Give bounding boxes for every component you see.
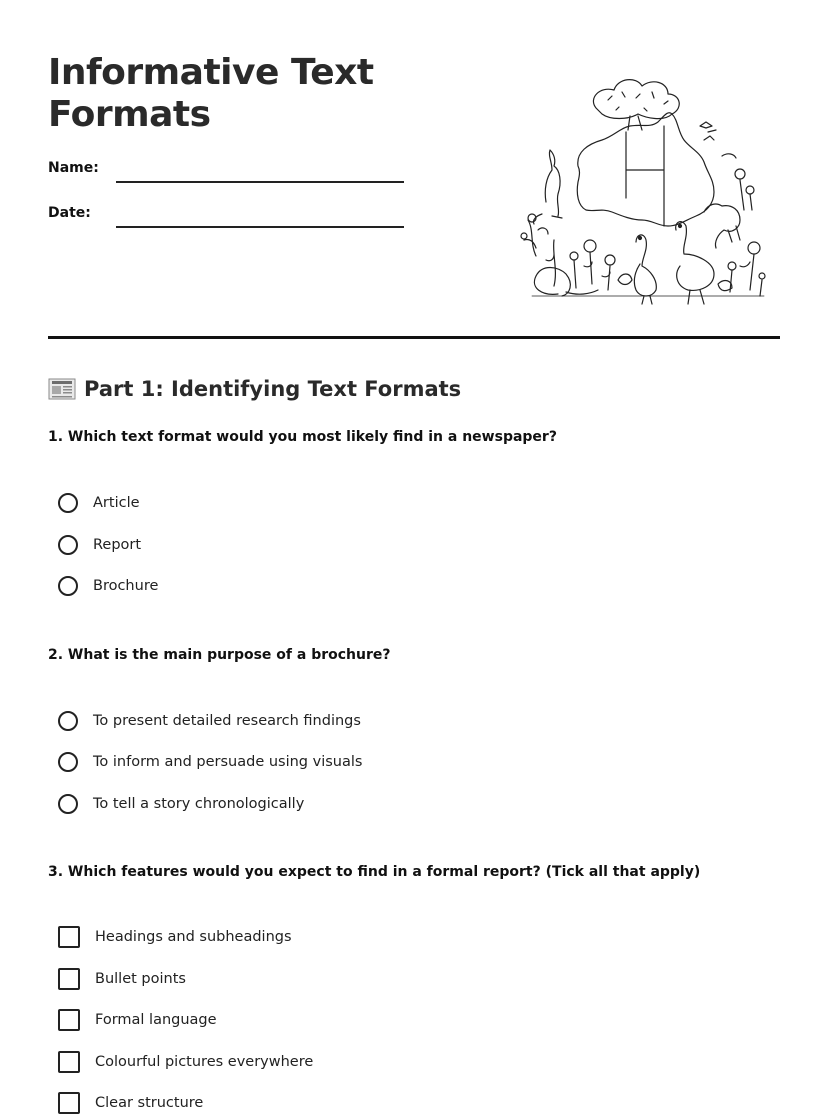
option-label: Bullet points <box>95 971 186 987</box>
name-field[interactable] <box>116 181 404 183</box>
date-field[interactable] <box>116 226 404 228</box>
option-label: Colourful pictures everywhere <box>95 1054 314 1070</box>
checkbox[interactable] <box>58 1051 80 1073</box>
option-label: Headings and subheadings <box>95 929 292 945</box>
part1-heading <box>48 373 461 405</box>
q1-option-report[interactable] <box>58 533 141 557</box>
name-label: Name: <box>48 160 99 176</box>
question-2: 2. What is the main purpose of a brochure? <box>48 647 391 663</box>
question-1: 1. Which text format would you most likely find in a newspaper? <box>48 429 557 445</box>
q2-option-story[interactable] <box>58 792 304 816</box>
checkbox[interactable] <box>58 968 80 990</box>
date-label: Date: <box>48 205 91 221</box>
option-label: Brochure <box>93 578 159 594</box>
question-3: 3. Which features would you expect to find in a formal report? (Tick all that apply) <box>48 864 701 880</box>
q1-option-article[interactable] <box>58 491 140 515</box>
radio-button[interactable] <box>58 535 78 555</box>
radio-button[interactable] <box>58 752 78 772</box>
radio-button[interactable] <box>58 576 78 596</box>
radio-button[interactable] <box>58 794 78 814</box>
checkbox[interactable] <box>58 1009 80 1031</box>
newspaper-icon <box>48 377 76 401</box>
q1-option-brochure[interactable] <box>58 574 158 598</box>
option-label: Clear structure <box>95 1095 204 1111</box>
q3-option-headings[interactable] <box>58 925 292 949</box>
australia-map-wildlife-illustration <box>518 70 768 306</box>
radio-button[interactable] <box>58 711 78 731</box>
checkbox[interactable] <box>58 1092 80 1114</box>
q3-option-pictures[interactable] <box>58 1050 313 1074</box>
option-label: Report <box>93 537 142 553</box>
option-label: To present detailed research findings <box>93 713 361 729</box>
part1-heading-text: Part 1: Identifying Text Formats <box>84 377 462 401</box>
q3-option-formal-language[interactable] <box>58 1008 217 1032</box>
q3-option-bullets[interactable] <box>58 967 186 991</box>
option-label: Article <box>93 495 140 511</box>
option-label: Formal language <box>95 1012 217 1028</box>
q2-option-persuade[interactable] <box>58 750 362 774</box>
worksheet-title: Informative Text Formats <box>48 52 374 135</box>
q2-option-research[interactable] <box>58 709 361 733</box>
option-label: To tell a story chronologically <box>93 796 305 812</box>
q3-option-structure[interactable] <box>58 1091 203 1115</box>
option-label: To inform and persuade using visuals <box>93 754 363 770</box>
checkbox[interactable] <box>58 926 80 948</box>
section-divider <box>48 336 780 339</box>
radio-button[interactable] <box>58 493 78 513</box>
